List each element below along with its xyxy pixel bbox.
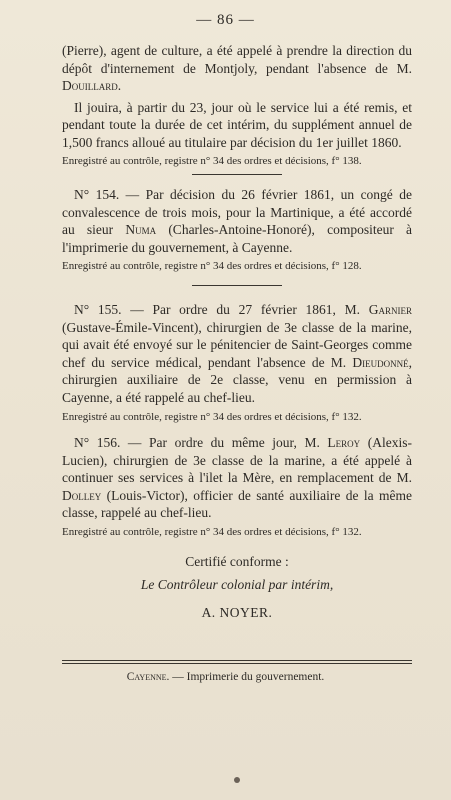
- person-name: Dolley: [62, 487, 102, 503]
- person-name: Numa: [125, 222, 157, 238]
- order-155-text-mid: (Gustave-Émile-Vincent), chirurgien de 3e classe de la marine, qui avait été envoyé sur le pénitencier de Saint-Georges comme chef du service médical, pendant l'absence de M.: [62, 319, 412, 370]
- decision-154-text: N° 154. — Par décision du 26 février 1861, un congé de convalescence de trois mois, pour la Martinique, a été accordé au sieur: [62, 187, 412, 238]
- section-156: [62, 434, 412, 540]
- registration-line: Enregistré au contrôle, registre n° 34 des ordres et décisions, f° 138.: [62, 154, 362, 167]
- ornament-mark: [234, 777, 240, 783]
- order-155-text-end: , chirurgien auxiliaire de 2e classe, venu en permission à Cayenne, a été rappelé au chef-lieu.: [62, 354, 412, 405]
- order-156-paragraph: [62, 434, 412, 522]
- certification-line: Certifié conforme :: [185, 554, 289, 569]
- order-155-text: N° 155. — Par ordre du 27 février 1861, M.: [74, 302, 369, 317]
- controller-title: Le Contrôleur colonial par intérim,: [140, 577, 334, 592]
- person-name: Douillard: [62, 78, 118, 94]
- section-divider: [192, 285, 282, 286]
- page-number: — 86 —: [196, 12, 255, 28]
- registration-line: Enregistré au contrôle, registre n° 34 des ordres et décisions, f° 128.: [62, 260, 362, 273]
- decision-154-paragraph: [62, 186, 412, 256]
- certification-block: [62, 552, 412, 623]
- supplement-paragraph: Il jouira, à partir du 23, jour où le service lui a été remis, et pendant toute la durée de cet intérim, du supplément annuel de 1,500 francs alloué au titulaire par décision du 1er juillet 1860.: [62, 99, 412, 150]
- order-155-paragraph: [62, 301, 412, 407]
- signature: A. NOYER.: [201, 605, 273, 620]
- section-154: [62, 186, 412, 274]
- footer-rule: [62, 660, 412, 664]
- decision-154-text-end: (Charles-Antoine-Honoré), compositeur à l'imprimerie du gouvernement, à Cayenne.: [62, 222, 412, 255]
- order-156-text: N° 156. — Par ordre du même jour, M.: [74, 435, 328, 450]
- imprint-text: . — Imprimerie du gouvernement.: [166, 671, 325, 683]
- registration-line: Enregistré au contrôle, registre n° 34 des ordres et décisions, f° 132.: [62, 410, 362, 423]
- imprint-place: Cayenne: [126, 671, 167, 683]
- order-156-text-end: (Louis-Victor), officier de santé auxiliaire de la même classe, rappelé au chef-lieu.: [62, 487, 412, 521]
- registration-line: Enregistré au contrôle, registre n° 34 des ordres et décisions, f° 132.: [62, 525, 362, 538]
- person-name: Dieudonné: [352, 354, 409, 370]
- section-divider: [192, 174, 282, 175]
- imprint-footer: [0, 671, 451, 683]
- continuation-text: (Pierre), agent de culture, a été appelé à prendre la direction du dépôt d'internement de Montjoly, pendant l'absence de M.: [62, 43, 412, 76]
- person-name: Leroy: [327, 435, 361, 450]
- continuation-paragraph: [62, 42, 412, 95]
- order-156-text-mid: (Alexis-Lucien), chirurgien de 3e classe de la marine, a été appelé à continuer ses services à l'ilet la Mère, en remplacement de M.: [62, 435, 412, 486]
- section-155: [62, 301, 412, 425]
- section-continuation: [62, 42, 412, 169]
- punctuation: .: [117, 78, 122, 94]
- person-name: Garnier: [368, 302, 412, 317]
